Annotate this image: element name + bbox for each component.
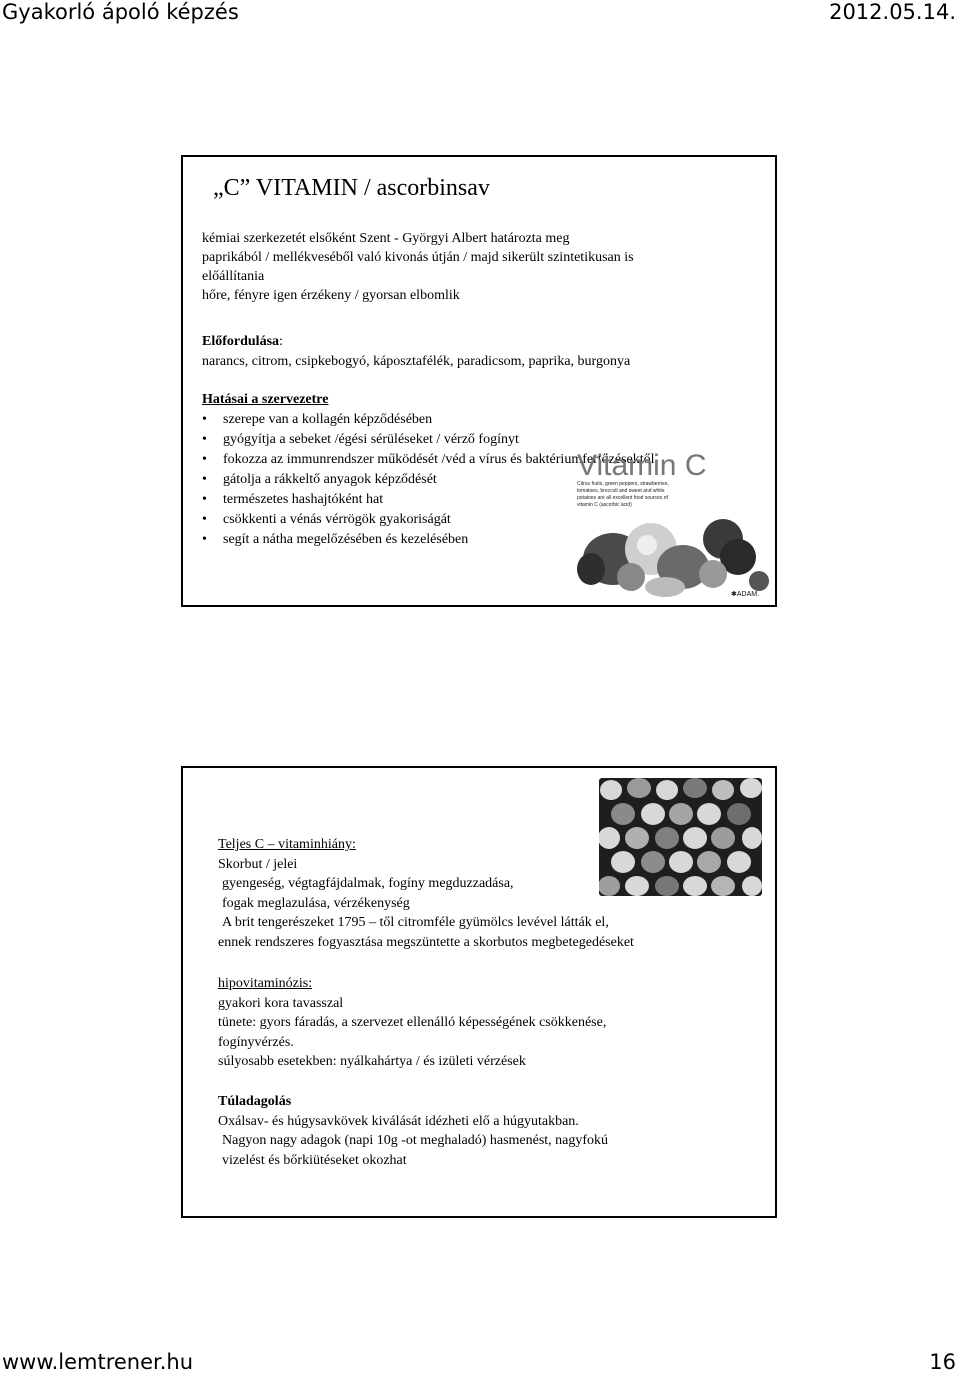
vitamin-word: Vitamin C [577, 449, 707, 482]
hypovitaminosis-section [218, 974, 606, 1072]
deficiency-line: gyengeség, végtagfájdalmak, fogíny megduzzadása, [222, 876, 514, 892]
deficiency-line: fogak meglazulása, vérzékenység [222, 895, 410, 911]
occurrence-section [202, 332, 762, 372]
image-caption-line: vitamin C (ascorbic acid) [577, 502, 632, 508]
intro-text [202, 229, 762, 305]
overdose-line: vizelést és bőrkiütéseket okozhat [222, 1152, 407, 1168]
intro-line: hőre, fényre igen érzékeny / gyorsan elbomlik [202, 288, 460, 303]
overdose-line: Nagyon nagy adagok (napi 10g -ot meghaladó) hasmenést, nagyfokú [222, 1133, 609, 1149]
list-item: • csökkenti a vénás vérrögök gyakoriságát [202, 510, 762, 530]
hypo-line: súlyosabb esetekben: nyálkahártya / és izületi vérzések [218, 1054, 526, 1070]
slide-vitamin-c [181, 155, 777, 607]
deficiency-line: ennek rendszeres fogyasztása megszüntette a skorbutos megbetegedéseket [218, 934, 634, 950]
deficiency-heading: Teljes C – vitaminhiány: [218, 837, 356, 852]
occurrence-text: narancs, citrom, csipkebogyó, káposztafélék, paradicsom, paprika, burgonya [202, 354, 631, 369]
slide-title: „C” VITAMIN / ascorbinsav [213, 175, 490, 201]
hypo-line: fogínyvérzés. [218, 1034, 294, 1050]
footer-website: www.lemtrener.hu [2, 1350, 194, 1374]
overdose-heading: Túladagolás [218, 1094, 292, 1109]
hypo-line: gyakori kora tavasszal [218, 995, 344, 1011]
intro-line: előállítania [202, 269, 265, 284]
list-item: • segít a nátha megelőzésében és kezelésében [202, 530, 762, 550]
deficiency-line: Skorbut / jelei [218, 856, 298, 872]
occurrence-colon: : [279, 334, 283, 349]
vitamin-c-produce-image [573, 449, 771, 599]
image-caption-line: Citrus fruits, green peppers, strawberries, [577, 481, 669, 487]
adam-credit: ✱ADAM. [731, 591, 760, 598]
deficiency-section [218, 835, 634, 953]
occurrence-heading: Előfordulása [202, 334, 280, 349]
hypo-line: tünete: gyors fáradás, a szervezet ellenálló képességének csökkenése, [218, 1015, 607, 1031]
list-item: • gyógyítja a sebeket /égési sérüléseket / vérző fogínyt [202, 430, 762, 450]
header-course-title: Gyakorló ápoló képzés [2, 0, 239, 24]
list-item: • természetes hashajtóként hat [202, 490, 762, 510]
page-number: 16 [929, 1350, 956, 1374]
list-item: • gátolja a rákkeltő anyagok képződését [202, 470, 762, 490]
intro-line: kémiai szerkezetét elsőként Szent - Györgyi Albert határozta meg [202, 231, 570, 246]
intro-line: paprikából / mellékveséből való kivonás útján / majd sikerült szintetikusan is [202, 250, 634, 265]
list-item: • fokozza az immunrendszer működését /véd a vírus és baktériumfertőzésektől [202, 450, 762, 470]
hypo-heading: hipovitaminózis: [218, 976, 313, 991]
effects-heading: Hatásai a szervezetre [202, 392, 329, 407]
header-date: 2012.05.14. [829, 0, 956, 24]
deficiency-line: A brit tengerészeket 1795 – től citromféle gyümölcs levével látták el, [222, 915, 609, 931]
image-caption-line: tomatoes, broccoli and sweet and white [577, 488, 665, 494]
list-item: • szerepe van a kollagén képződésében [202, 410, 762, 430]
image-caption-line: potatoes are all excellent food sources of [577, 495, 668, 501]
overdose-line: Oxálsav- és húgysavkövek kiválását idézheti elő a húgyutakban. [218, 1113, 579, 1129]
overdose-section [218, 1092, 608, 1170]
slide-vitamin-c-deficiency [181, 766, 777, 1218]
